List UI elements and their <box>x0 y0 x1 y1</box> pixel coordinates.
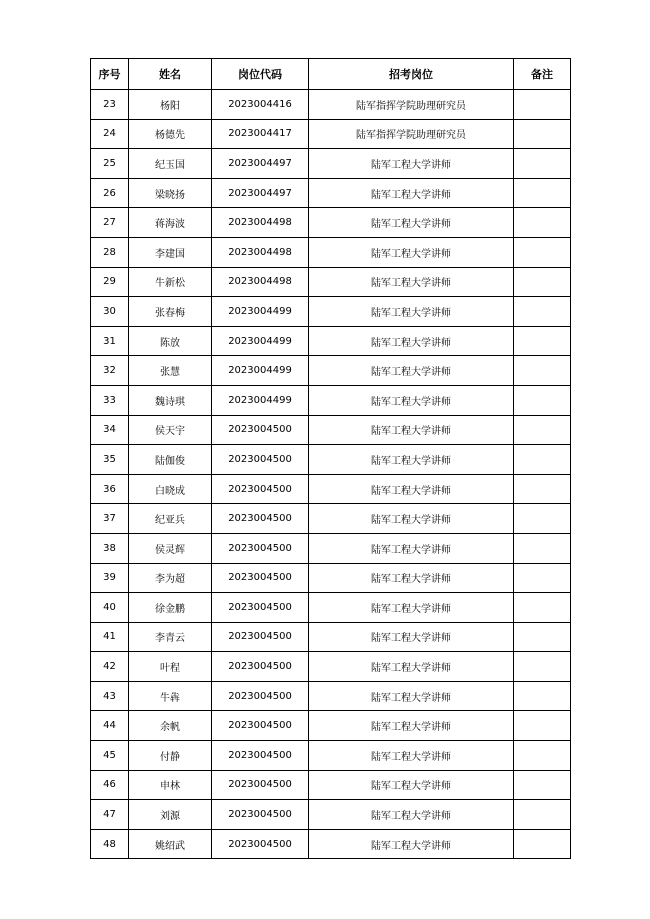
cell-name: 申林 <box>129 770 212 800</box>
cell-note <box>514 652 571 682</box>
cell-seq: 40 <box>91 593 129 623</box>
cell-note <box>514 178 571 208</box>
cell-post: 陆军指挥学院助理研究员 <box>309 119 514 149</box>
table-header <box>91 59 571 90</box>
cell-seq: 46 <box>91 770 129 800</box>
cell-name: 蒋海波 <box>129 208 212 238</box>
cell-name: 纪玉国 <box>129 149 212 179</box>
cell-name: 梁晓扬 <box>129 178 212 208</box>
header-note: 备注 <box>514 59 571 90</box>
table-row <box>91 504 571 534</box>
cell-note <box>514 356 571 386</box>
cell-code: 2023004499 <box>212 326 309 356</box>
cell-name: 侯天宇 <box>129 415 212 445</box>
cell-post: 陆军工程大学讲师 <box>309 622 514 652</box>
table-row <box>91 208 571 238</box>
table-body <box>91 90 571 859</box>
cell-post: 陆军工程大学讲师 <box>309 208 514 238</box>
cell-note <box>514 267 571 297</box>
table-row <box>91 297 571 327</box>
cell-post: 陆军工程大学讲师 <box>309 385 514 415</box>
cell-note <box>514 208 571 238</box>
cell-name: 张春梅 <box>129 297 212 327</box>
cell-seq: 23 <box>91 90 129 120</box>
table-row <box>91 326 571 356</box>
cell-code: 2023004500 <box>212 652 309 682</box>
cell-name: 白晓成 <box>129 474 212 504</box>
cell-code: 2023004416 <box>212 90 309 120</box>
cell-code: 2023004500 <box>212 681 309 711</box>
table-row <box>91 622 571 652</box>
cell-name: 纪亚兵 <box>129 504 212 534</box>
cell-name: 杨德先 <box>129 119 212 149</box>
cell-code: 2023004497 <box>212 149 309 179</box>
cell-post: 陆军工程大学讲师 <box>309 652 514 682</box>
cell-name: 侯灵辉 <box>129 533 212 563</box>
cell-code: 2023004500 <box>212 800 309 830</box>
cell-code: 2023004500 <box>212 563 309 593</box>
cell-seq: 41 <box>91 622 129 652</box>
cell-code: 2023004500 <box>212 474 309 504</box>
cell-code: 2023004499 <box>212 356 309 386</box>
cell-seq: 38 <box>91 533 129 563</box>
cell-name: 陆伽俊 <box>129 445 212 475</box>
cell-name: 付静 <box>129 741 212 771</box>
cell-note <box>514 297 571 327</box>
header-row <box>91 59 571 90</box>
cell-name: 徐金鹏 <box>129 593 212 623</box>
cell-name: 李为超 <box>129 563 212 593</box>
cell-post: 陆军工程大学讲师 <box>309 533 514 563</box>
cell-name: 李青云 <box>129 622 212 652</box>
cell-seq: 39 <box>91 563 129 593</box>
cell-post: 陆军工程大学讲师 <box>309 149 514 179</box>
cell-seq: 33 <box>91 385 129 415</box>
cell-post: 陆军工程大学讲师 <box>309 741 514 771</box>
cell-seq: 34 <box>91 415 129 445</box>
cell-note <box>514 445 571 475</box>
cell-note <box>514 237 571 267</box>
candidate-table <box>90 58 571 859</box>
table-row <box>91 741 571 771</box>
table-row <box>91 90 571 120</box>
cell-post: 陆军工程大学讲师 <box>309 504 514 534</box>
table-row <box>91 652 571 682</box>
cell-name: 张慧 <box>129 356 212 386</box>
cell-post: 陆军工程大学讲师 <box>309 356 514 386</box>
cell-seq: 48 <box>91 829 129 859</box>
cell-code: 2023004498 <box>212 267 309 297</box>
cell-seq: 45 <box>91 741 129 771</box>
cell-post: 陆军工程大学讲师 <box>309 711 514 741</box>
table-row <box>91 119 571 149</box>
cell-seq: 27 <box>91 208 129 238</box>
cell-seq: 29 <box>91 267 129 297</box>
table-row <box>91 356 571 386</box>
cell-post: 陆军工程大学讲师 <box>309 297 514 327</box>
cell-post: 陆军工程大学讲师 <box>309 474 514 504</box>
table-row <box>91 800 571 830</box>
cell-seq: 32 <box>91 356 129 386</box>
cell-note <box>514 741 571 771</box>
table-row <box>91 829 571 859</box>
cell-note <box>514 504 571 534</box>
cell-seq: 37 <box>91 504 129 534</box>
cell-seq: 42 <box>91 652 129 682</box>
cell-code: 2023004417 <box>212 119 309 149</box>
cell-post: 陆军工程大学讲师 <box>309 267 514 297</box>
cell-name: 杨阳 <box>129 90 212 120</box>
cell-note <box>514 415 571 445</box>
cell-seq: 47 <box>91 800 129 830</box>
cell-note <box>514 593 571 623</box>
cell-note <box>514 800 571 830</box>
cell-post: 陆军工程大学讲师 <box>309 178 514 208</box>
table-row <box>91 267 571 297</box>
table-row <box>91 563 571 593</box>
cell-note <box>514 829 571 859</box>
table-row <box>91 711 571 741</box>
cell-code: 2023004500 <box>212 533 309 563</box>
cell-seq: 43 <box>91 681 129 711</box>
header-post: 招考岗位 <box>309 59 514 90</box>
table-row <box>91 178 571 208</box>
table-row <box>91 445 571 475</box>
header-name: 姓名 <box>129 59 212 90</box>
cell-code: 2023004500 <box>212 741 309 771</box>
cell-post: 陆军指挥学院助理研究员 <box>309 90 514 120</box>
cell-post: 陆军工程大学讲师 <box>309 593 514 623</box>
cell-note <box>514 681 571 711</box>
cell-note <box>514 533 571 563</box>
cell-seq: 35 <box>91 445 129 475</box>
cell-name: 陈放 <box>129 326 212 356</box>
cell-note <box>514 385 571 415</box>
cell-code: 2023004499 <box>212 297 309 327</box>
cell-code: 2023004500 <box>212 504 309 534</box>
cell-post: 陆军工程大学讲师 <box>309 563 514 593</box>
cell-name: 牛犇 <box>129 681 212 711</box>
cell-name: 魏诗琪 <box>129 385 212 415</box>
table-row <box>91 533 571 563</box>
cell-note <box>514 326 571 356</box>
header-code: 岗位代码 <box>212 59 309 90</box>
cell-seq: 25 <box>91 149 129 179</box>
cell-post: 陆军工程大学讲师 <box>309 237 514 267</box>
cell-code: 2023004500 <box>212 445 309 475</box>
cell-seq: 44 <box>91 711 129 741</box>
cell-seq: 30 <box>91 297 129 327</box>
cell-note <box>514 770 571 800</box>
cell-code: 2023004498 <box>212 237 309 267</box>
cell-name: 牛新松 <box>129 267 212 297</box>
cell-note <box>514 622 571 652</box>
cell-code: 2023004498 <box>212 208 309 238</box>
cell-seq: 26 <box>91 178 129 208</box>
table-row <box>91 385 571 415</box>
cell-name: 叶程 <box>129 652 212 682</box>
table-row <box>91 415 571 445</box>
cell-note <box>514 474 571 504</box>
cell-post: 陆军工程大学讲师 <box>309 770 514 800</box>
cell-post: 陆军工程大学讲师 <box>309 829 514 859</box>
cell-name: 刘源 <box>129 800 212 830</box>
table-row <box>91 149 571 179</box>
cell-code: 2023004500 <box>212 829 309 859</box>
cell-note <box>514 149 571 179</box>
table-row <box>91 237 571 267</box>
cell-code: 2023004500 <box>212 415 309 445</box>
cell-post: 陆军工程大学讲师 <box>309 800 514 830</box>
cell-post: 陆军工程大学讲师 <box>309 445 514 475</box>
cell-post: 陆军工程大学讲师 <box>309 681 514 711</box>
cell-seq: 36 <box>91 474 129 504</box>
cell-code: 2023004497 <box>212 178 309 208</box>
cell-code: 2023004500 <box>212 711 309 741</box>
table-row <box>91 681 571 711</box>
cell-seq: 31 <box>91 326 129 356</box>
cell-note <box>514 90 571 120</box>
cell-code: 2023004500 <box>212 770 309 800</box>
cell-note <box>514 711 571 741</box>
cell-name: 余帆 <box>129 711 212 741</box>
cell-code: 2023004500 <box>212 622 309 652</box>
table-row <box>91 474 571 504</box>
cell-code: 2023004499 <box>212 385 309 415</box>
cell-post: 陆军工程大学讲师 <box>309 415 514 445</box>
table-row <box>91 593 571 623</box>
cell-seq: 28 <box>91 237 129 267</box>
cell-code: 2023004500 <box>212 593 309 623</box>
table-row <box>91 770 571 800</box>
cell-note <box>514 563 571 593</box>
cell-name: 李建国 <box>129 237 212 267</box>
cell-name: 姚绍武 <box>129 829 212 859</box>
cell-note <box>514 119 571 149</box>
cell-post: 陆军工程大学讲师 <box>309 326 514 356</box>
cell-seq: 24 <box>91 119 129 149</box>
header-seq: 序号 <box>91 59 129 90</box>
